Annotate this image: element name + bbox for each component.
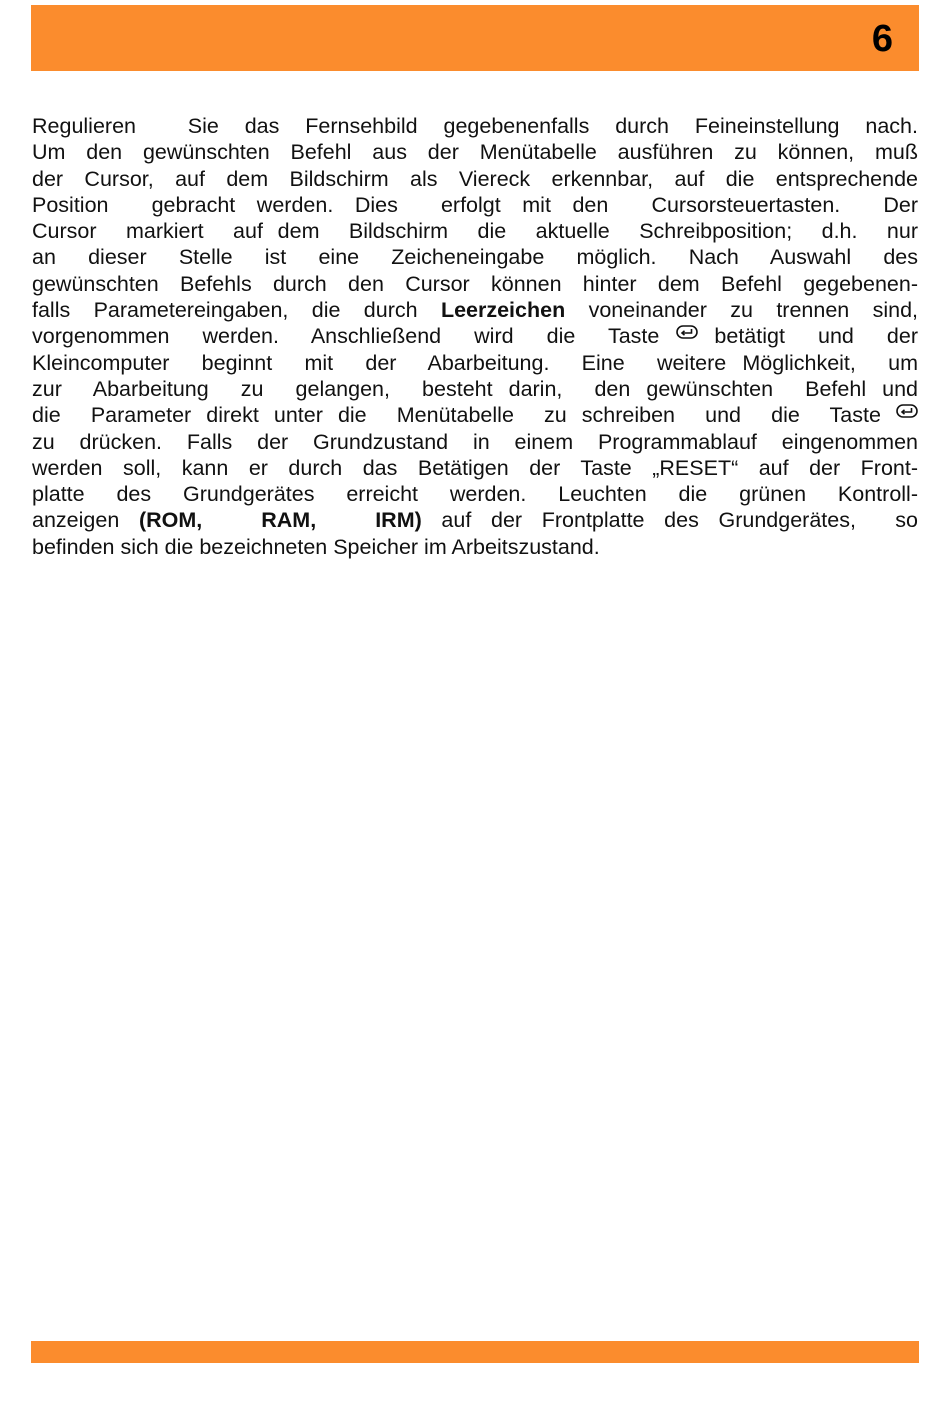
text-run: voneinander zu trennen sind, <box>565 298 918 323</box>
text-run: betätigt und der <box>697 324 918 349</box>
text-run: anzeigen <box>32 508 139 533</box>
text-line <box>32 507 918 533</box>
text-line: Kleincomputer beginnt mit der Abarbeitung. Eine weitere Möglichkeit, um <box>32 350 918 375</box>
text-line: Um den gewünschten Befehl aus der Menütabelle ausführen zu können, muß <box>32 140 918 165</box>
text-line: an dieser Stelle ist eine Zeicheneingabe möglich. Nach Auswahl des <box>32 245 918 270</box>
text-line <box>32 297 918 323</box>
keyword-memory-indicators: (ROM, RAM, IRM) <box>138 508 422 533</box>
text-line: Position gebracht werden. Dies erfolgt mit den Cursorsteuertasten. Der <box>32 192 918 217</box>
header-bar <box>31 5 919 71</box>
page-number: 6 <box>871 18 893 60</box>
footer-bar <box>31 1341 919 1363</box>
text-line: Regulieren Sie das Fernsehbild gegebenenfalls durch Feineinstellung nach. <box>32 114 918 138</box>
text-line: zu drücken. Falls der Grundzustand in einem Programmablauf eingenommen <box>32 429 918 454</box>
text-line: gewünschten Befehls durch den Cursor können hinter dem Befehl gegebenen- <box>32 271 918 296</box>
enter-key-icon <box>676 325 698 339</box>
text-line <box>32 402 918 428</box>
text-run: vorgenommen werden. Anschließend wird die Taste <box>32 324 676 349</box>
text-line: der Cursor, auf dem Bildschirm als Viereck erkennbar, auf die entsprechende <box>32 166 918 191</box>
text-line <box>32 323 918 349</box>
text-run: falls Parametereingaben, die durch <box>32 298 441 323</box>
body-paragraph <box>32 113 918 560</box>
text-line: befinden sich die bezeichneten Speicher im Arbeitszustand. <box>32 534 600 559</box>
text-line: zur Abarbeitung zu gelangen, besteht darin, den gewünschten Befehl und <box>32 376 918 401</box>
text-line: Cursor markiert auf dem Bildschirm die aktuelle Schreibposition; d.h. nur <box>32 219 918 244</box>
text-line: werden soll, kann er durch das Betätigen der Taste „RESET“ auf der Front- <box>32 455 918 480</box>
text-run: die Parameter direkt unter die Menütabelle zu schreiben und die Taste <box>32 403 896 428</box>
text-line: platte des Grundgerätes erreicht werden. Leuchten die grünen Kontroll- <box>32 482 918 507</box>
text-run: auf der Frontplatte des Grundgerätes, so <box>421 508 918 533</box>
keyword-leerzeichen: Leerzeichen <box>440 298 566 323</box>
enter-key-icon <box>896 404 918 418</box>
